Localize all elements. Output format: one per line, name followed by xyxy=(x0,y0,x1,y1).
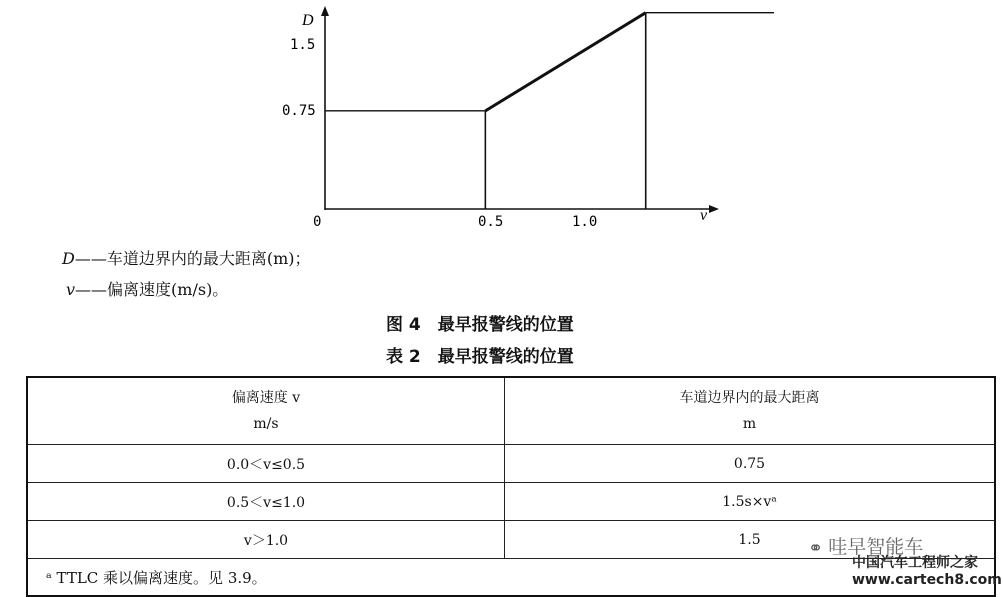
x-axis-arrow xyxy=(709,205,719,213)
y-tick-1.5: 1.5 xyxy=(290,37,316,53)
table-row xyxy=(27,483,995,521)
header-speed xyxy=(27,377,505,445)
figure-caption: 图 4 最早报警线的位置 xyxy=(386,315,574,335)
legend-v-text: ——偏离速度(m/s)。 xyxy=(75,280,229,299)
header-speed-unit: m/s xyxy=(253,416,279,432)
warning-line-table xyxy=(26,376,996,597)
x-tick-1.0: 1.0 xyxy=(572,214,598,230)
y-tick-0.75: 0.75 xyxy=(282,103,316,119)
table-header-row xyxy=(27,377,995,445)
cell-distance: 1.5s×vᵃ xyxy=(505,483,996,521)
cell-distance: 0.75 xyxy=(505,445,996,483)
header-distance xyxy=(505,377,996,445)
header-distance-title: 车道边界内的最大距离 xyxy=(679,390,820,406)
watermark-line2: 中国汽车工程师之家 xyxy=(852,555,978,571)
y-axis-label: D xyxy=(302,12,314,29)
legend-d xyxy=(62,246,311,269)
legend-v xyxy=(66,277,228,300)
watermark-line3: www.cartech8.com xyxy=(852,572,1002,588)
table-caption: 表 2 最早报警线的位置 xyxy=(386,347,574,367)
cell-distance: 1.5 xyxy=(505,521,996,559)
x-tick-0.5: 0.5 xyxy=(478,214,504,230)
legend-v-symbol: v xyxy=(66,280,76,299)
header-distance-unit: m xyxy=(742,416,757,432)
cell-speed: 0.0＜v≤0.5 xyxy=(27,445,505,483)
header-speed-title: 偏离速度 v xyxy=(231,390,301,406)
table-row xyxy=(27,445,995,483)
table-footnote: ᵃ TTLC 乘以偏离速度。见 3.9。 xyxy=(27,559,995,597)
distance-speed-chart xyxy=(0,0,1003,240)
line-ramp xyxy=(485,13,645,111)
legend-d-text: ——车道边界内的最大距离(m)； xyxy=(74,249,311,268)
table-footnote-row xyxy=(27,559,995,597)
cell-speed: 0.5＜v≤1.0 xyxy=(27,483,505,521)
y-axis-arrow xyxy=(321,6,329,16)
x-tick-0: 0 xyxy=(313,214,322,230)
cell-speed: v＞1.0 xyxy=(27,521,505,559)
wechat-icon: ⚭ xyxy=(808,538,824,559)
watermark-line1: 哇早智能车 xyxy=(828,536,924,558)
x-axis-label: v xyxy=(700,207,708,224)
legend-d-symbol: D xyxy=(62,249,75,268)
